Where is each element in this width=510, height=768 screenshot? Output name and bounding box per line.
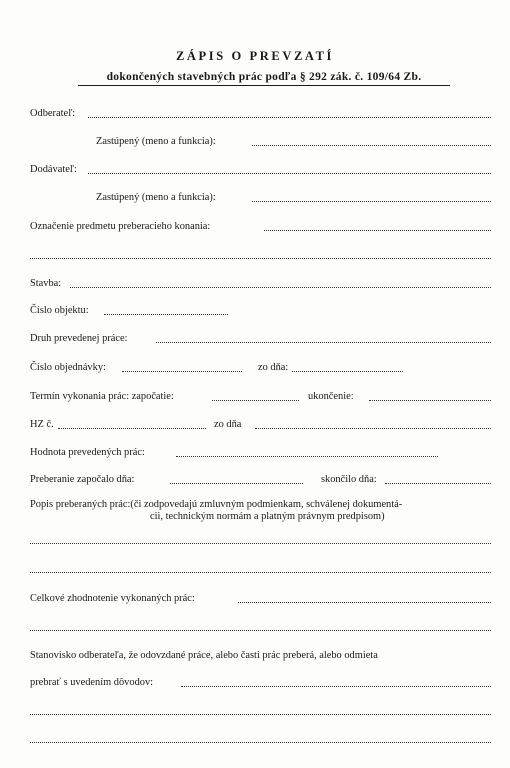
oznacenie-continuation-field[interactable] [30, 258, 491, 259]
popis-field-2[interactable] [30, 572, 491, 573]
document-subtitle: dokončených stavebných prác podľa § 292 zák. č. 109/64 Zb. [78, 71, 450, 86]
ukoncenie-field[interactable] [369, 400, 491, 401]
druh-label: Druh prevedenej práce: [30, 333, 128, 344]
hodnota-field[interactable] [176, 456, 438, 457]
oznacenie-label: Označenie predmetu preberacieho konania: [30, 221, 211, 232]
skoncilo-label: skončilo dňa: [321, 474, 377, 485]
zo-dna-1-label: zo dňa: [258, 362, 289, 373]
zastupeny-dodavatel-field[interactable] [252, 201, 491, 202]
oznacenie-continuation-row [0, 247, 510, 263]
odberatel-label: Odberateľ: [30, 108, 76, 119]
ukoncenie-label: ukončenie: [308, 391, 354, 402]
hz-row [0, 417, 510, 433]
celkove-field[interactable] [238, 602, 491, 603]
zapocatie-field[interactable] [212, 400, 299, 401]
prebrat-row [0, 675, 510, 691]
celkove-continuation-field[interactable] [30, 630, 491, 631]
celkove-row [0, 591, 510, 607]
popis-line-2-row [0, 561, 510, 577]
dodavatel-field[interactable] [88, 173, 491, 174]
odberatel-row [0, 106, 510, 122]
druh-row [0, 331, 510, 347]
celkove-label: Celkové zhodnotenie vykonaných prác: [30, 593, 195, 604]
celkove-continuation-row [0, 619, 510, 635]
zastupeny-dodavatel-row [0, 190, 510, 206]
stavba-row [0, 276, 510, 292]
zastupeny-odberatel-label: Zastúpený (meno a funkcia): [96, 136, 216, 147]
stavba-field[interactable] [70, 287, 491, 288]
stavba-label: Stavba: [30, 278, 62, 289]
cislo-objektu-field[interactable] [104, 314, 228, 315]
hodnota-label: Hodnota prevedených prác: [30, 447, 145, 458]
hodnota-row [0, 445, 510, 461]
odberatel-field[interactable] [88, 117, 491, 118]
zastupeny-odberatel-field[interactable] [252, 145, 491, 146]
termin-label: Termín vykonania prác: započatie: [30, 391, 174, 402]
prebrat-line-3-row [0, 731, 510, 747]
hz-label: HZ č. [30, 419, 54, 430]
druh-field[interactable] [156, 342, 491, 343]
popis-label-line1: Popis preberaných prác:(či zodpovedajú zmluvným podmienkam, schválenej dokumentá- [30, 499, 403, 510]
cislo-objednavky-row [0, 360, 510, 376]
zastupeny-odberatel-row [0, 134, 510, 150]
zo-dna-2-field[interactable] [255, 428, 491, 429]
document-title: ZÁPIS O PREVZATÍ [175, 49, 335, 63]
zastupeny-dodavatel-label: Zastúpený (meno a funkcia): [96, 192, 216, 203]
preberanie-row [0, 472, 510, 488]
hz-field[interactable] [58, 428, 206, 429]
zo-dna-2-label: zo dňa [214, 419, 242, 430]
dodavatel-row [0, 162, 510, 178]
prebrat-label: prebrať s uvedením dôvodov: [30, 677, 154, 688]
zo-dna-1-field[interactable] [292, 371, 403, 372]
preberanie-field[interactable] [170, 483, 303, 484]
oznacenie-field[interactable] [264, 230, 491, 231]
prebrat-line-2-row [0, 703, 510, 719]
prebrat-field-3[interactable] [30, 742, 491, 743]
dodavatel-label: Dodávateľ: [30, 164, 77, 175]
popis-label-line2: cii, technickým normám a platným právnym predpisom) [150, 511, 385, 522]
termin-row [0, 389, 510, 405]
cislo-objektu-row [0, 303, 510, 319]
preberanie-label: Preberanie započalo dňa: [30, 474, 135, 485]
skoncilo-field[interactable] [385, 483, 491, 484]
oznacenie-row [0, 219, 510, 235]
popis-field-1[interactable] [30, 543, 491, 544]
stanovisko-label: Stanovisko odberateľa, že odovzdané práce, alebo časti prác preberá, alebo odmieta [30, 650, 378, 661]
prebrat-field[interactable] [181, 686, 491, 687]
cislo-objektu-label: Číslo objektu: [30, 305, 89, 316]
popis-line-1-row [0, 532, 510, 548]
cislo-objednavky-label: Číslo objednávky: [30, 362, 106, 373]
prebrat-field-2[interactable] [30, 714, 491, 715]
cislo-objednavky-field[interactable] [122, 371, 242, 372]
